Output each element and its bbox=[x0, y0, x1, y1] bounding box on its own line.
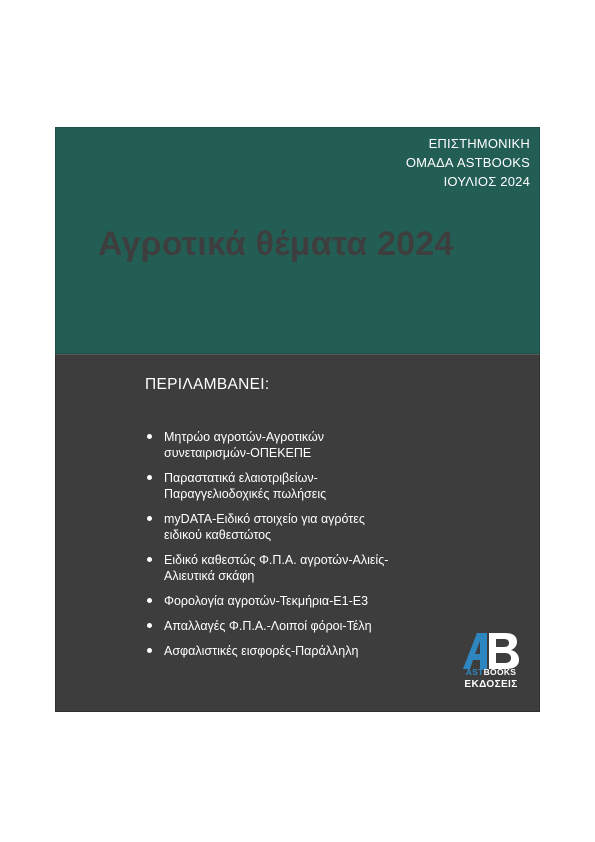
astbooks-logo-icon bbox=[463, 633, 519, 669]
contents-item-line: συνεταιρισμών-ΟΠΕΚΕΠΕ bbox=[164, 446, 312, 460]
contents-heading: ΠΕΡΙΛΑΜΒΑΝΕΙ: bbox=[145, 376, 270, 393]
contents-item bbox=[146, 618, 446, 634]
publication-date: ΙΟΥΛΙΟΣ 2024 bbox=[443, 174, 530, 189]
contents-item-line: ειδικού καθεστώτος bbox=[164, 528, 272, 542]
logo-publisher-label: ΕΚΔΟΣΕΙΣ bbox=[464, 679, 518, 690]
contents-item-line: myDATA-Ειδικό στοιχείο για αγρότες bbox=[164, 512, 365, 526]
logo-brand-ast: AST bbox=[465, 667, 484, 677]
contents-item-line: Παραγγελιοδοχικές πωλήσεις bbox=[164, 487, 327, 501]
cover-top-panel bbox=[55, 127, 540, 354]
contents-item-line: Αλιευτικά σκάφη bbox=[164, 569, 255, 583]
contents-item-line: Φορολογία αγροτών-Τεκμήρια-Ε1-Ε3 bbox=[164, 594, 369, 608]
contents-item bbox=[146, 470, 446, 502]
contents-list bbox=[146, 429, 446, 668]
contents-item-line: Μητρώο αγροτών-Αγροτικών bbox=[164, 430, 324, 444]
contents-item-line: Παραστατικά ελαιοτριβείων- bbox=[164, 471, 318, 485]
contents-item bbox=[146, 593, 446, 609]
book-cover bbox=[55, 127, 540, 712]
publisher-logo bbox=[458, 633, 522, 691]
author-line-2: ΟΜΑΔΑ ASTBOOKS bbox=[405, 155, 530, 170]
cover-meta bbox=[406, 134, 530, 191]
book-title: Αγροτικά θέματα 2024 bbox=[98, 225, 454, 263]
cover-bottom-panel bbox=[55, 354, 540, 712]
contents-item bbox=[146, 643, 446, 659]
contents-item-line: Ειδικό καθεστώς Φ.Π.Α. αγροτών-Αλιείς- bbox=[164, 553, 389, 567]
contents-item bbox=[146, 429, 446, 461]
logo-brand-name bbox=[458, 667, 524, 677]
contents-item-line: Απαλλαγές Φ.Π.Α.-Λοιποί φόροι-Τέλη bbox=[164, 619, 372, 633]
logo-brand-books: BOOKS bbox=[483, 667, 517, 677]
contents-item bbox=[146, 511, 446, 543]
contents-item bbox=[146, 552, 446, 584]
author-line-1: ΕΠΙΣΤΗΜΟΝΙΚΗ bbox=[428, 136, 530, 151]
contents-item-line: Ασφαλιστικές εισφορές-Παράλληλη bbox=[164, 644, 359, 658]
